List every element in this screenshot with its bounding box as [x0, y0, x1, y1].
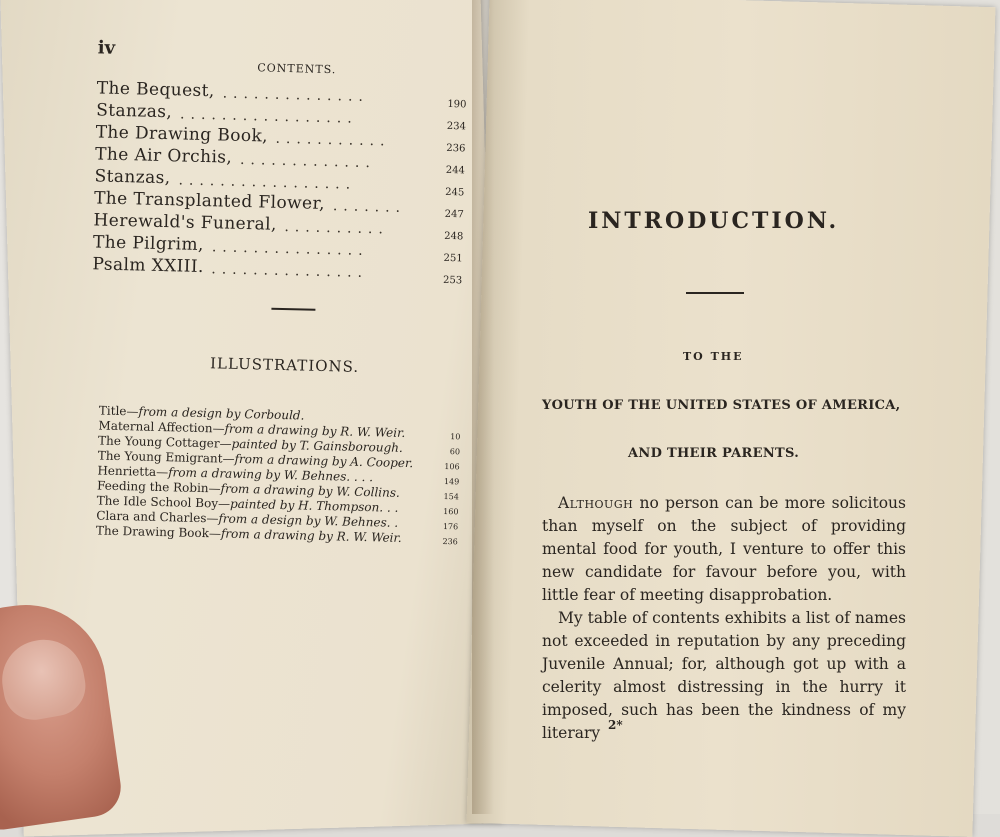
illustration-subject: Clara and Charles— [96, 508, 219, 526]
toc-page-number: 251 [443, 252, 463, 265]
illustration-credit: from a drawing by R. W. Weir. [224, 421, 406, 441]
toc-title: The Pilgrim, [92, 232, 205, 256]
illustration-subject: Maternal Affection— [98, 418, 225, 436]
illustration-subject: Title— [98, 403, 139, 419]
illustration-credit: from a drawing by R. W. Weir. [220, 526, 402, 545]
toc-leader-dots: ....... [332, 198, 407, 216]
toc-title: The Bequest, [96, 78, 215, 102]
illustration-subject: The Idle School Boy— [96, 493, 231, 511]
illustration-page-number: 149 [443, 476, 460, 487]
drop-lead-word: Although [558, 494, 634, 512]
illustration-subject: Henrietta— [97, 463, 169, 480]
toc-leader-dots: ................. [178, 172, 357, 193]
toc-page-number: 234 [446, 120, 467, 133]
illustration-credit: from a drawing by W. Collins. [220, 481, 400, 500]
table-of-contents [92, 77, 467, 287]
toc-title: Herewald's Funeral, [93, 210, 278, 235]
illustration-subject: Feeding the Robin— [96, 478, 221, 496]
illustration-credit: from a design by W. Behnes. . [218, 511, 399, 530]
signature-mark: 2* [608, 718, 623, 732]
toc-page-number: 244 [445, 164, 465, 177]
toc-leader-dots: .............. [222, 85, 370, 106]
illustration-subject: The Young Emigrant— [97, 448, 235, 466]
toc-page-number: 248 [444, 230, 464, 243]
illustration-page-number: 154 [443, 491, 459, 502]
illustration-credit: painted by H. Thompson. . . [229, 496, 399, 515]
illustrations-list [96, 404, 461, 548]
illustration-page-number: 236 [442, 536, 458, 547]
illustration-credit: from a drawing by A. Cooper. [234, 451, 414, 471]
toc-leader-dots: ............... [211, 239, 369, 260]
toc-title: The Air Orchis, [94, 144, 233, 168]
illustration-credit: from a drawing by W. Behnes. . . . [168, 465, 374, 485]
illustration-page-number: 106 [444, 461, 460, 472]
toc-title: The Transplanted Flower, [93, 188, 326, 214]
toc-page-number: 253 [442, 274, 463, 287]
toc-page-number: 245 [445, 186, 465, 199]
toc-title: The Drawing Book, [95, 122, 269, 147]
illustration-subject: The Drawing Book— [95, 523, 222, 541]
introduction-body [542, 492, 906, 745]
toc-leader-dots: ........... [275, 130, 391, 150]
paragraph-1 [542, 492, 906, 607]
dedication-youth: YOUTH OF THE UNITED STATES OF AMERICA, [542, 398, 901, 413]
illustration-page-number: 160 [443, 506, 459, 517]
toc-leader-dots: ............... [211, 261, 369, 282]
toc-leader-dots: ................. [179, 106, 358, 127]
introduction-title: INTRODUCTION. [588, 208, 840, 234]
toc-leader-dots: .......... [284, 218, 390, 238]
illustration-page-number: 60 [449, 447, 461, 457]
toc-page-number: 236 [446, 142, 466, 155]
toc-title: Stanzas, [94, 166, 171, 189]
book-gutter [472, 0, 494, 814]
illustration-page-number: 176 [442, 521, 459, 532]
toc-title: Psalm XXIII. [92, 254, 205, 278]
toc-title: Stanzas, [95, 100, 173, 123]
paragraph-2: My table of contents exhibits a list of names not exceeded in reputation by any preceding Juvenile Annual; for, although got up with a celerity almost distressing in the hurry it imposed, such has been the kindness of my literary [542, 609, 906, 742]
illustration-credit: from a design by Corbould. [138, 404, 305, 423]
paragraph-1-text: no person can be more solicitous than myself on the subject of providing mental food for youth, I venture to offer this new candidate for favour before you, with little fear of meeting disapprobation. [542, 494, 906, 604]
toc-page-number: 190 [447, 98, 467, 111]
illustrations-heading: ILLUSTRATIONS. [209, 354, 360, 376]
dedication-to-the: TO THE [683, 350, 744, 363]
toc-page-number: 247 [444, 208, 464, 221]
running-head: CONTENTS. [257, 61, 337, 77]
dedication-parents: AND THEIR PARENTS. [628, 446, 800, 461]
illustration-credit: painted by T. Gainsborough. [231, 436, 403, 455]
toc-leader-dots: ............. [239, 151, 377, 172]
title-rule [686, 292, 744, 294]
illustration-subject: The Young Cottager— [97, 433, 232, 451]
page-number: iv [97, 37, 116, 59]
illustration-page-number: 10 [450, 432, 461, 442]
